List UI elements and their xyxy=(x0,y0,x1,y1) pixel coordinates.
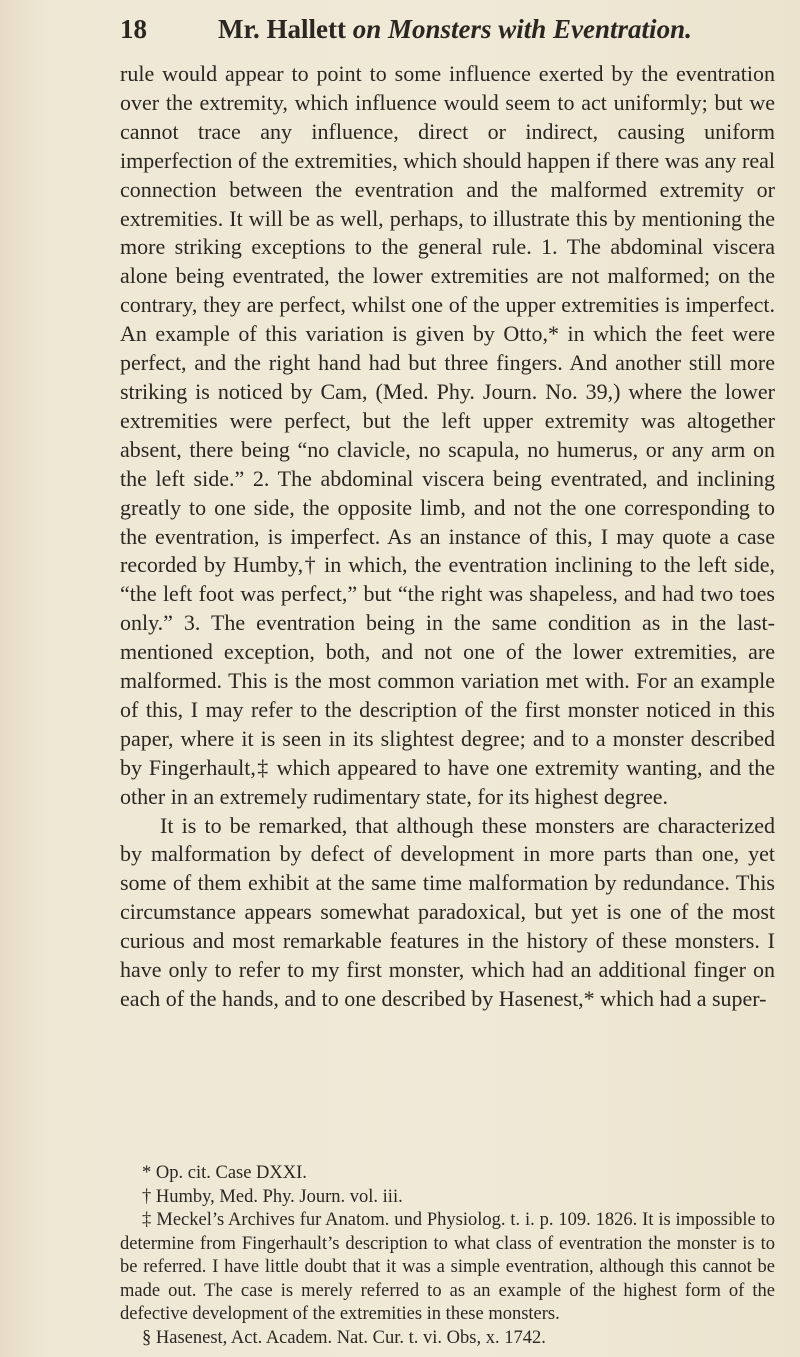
body-text xyxy=(120,60,775,1014)
running-head xyxy=(218,14,692,45)
running-head-title: Monsters with Eventration. xyxy=(388,14,692,44)
footnote: ‡ Meckel’s Archives fur Anatom. und Physiolog. t. i. p. 109. 1826. It is impossible to determine from Fingerhault’s description to what class of eventration the monster is to be referred. I have little doubt that it was a simple eventration, although this cannot be made out. The case is merely referred to as an example of the highest form of the defective development of the extremities in these monsters. xyxy=(120,1210,775,1324)
footnote: § Hasenest, Act. Academ. Nat. Cur. t. vi. Obs, x. 1742. xyxy=(142,1327,546,1348)
footnote: * Op. cit. Case DXXI. xyxy=(142,1163,307,1183)
running-head-author: Mr. Hallett xyxy=(218,14,346,44)
footnote: † Humby, Med. Phy. Journ. vol. iii. xyxy=(142,1186,403,1207)
paragraph: It is to be remarked, that although these monsters are characterized by malformation by defect of development in more parts than one, yet some of them exhibit at the same time malformation by redundance. This circumstance appears somewhat paradoxical, but yet is one of the most curious and most remarkable features in the history of these monsters. I have only to refer to my first monster, which had an additional finger on each of the hands, and to one described by Hasenest,* which had a super- xyxy=(120,812,775,1011)
running-head-connector: on xyxy=(352,14,382,44)
page-header xyxy=(118,14,778,54)
footnotes xyxy=(120,1162,775,1350)
page-number: 18 xyxy=(120,14,147,44)
paragraph: rule would appear to point to some influence exerted by the eventration over the extremity, which influence would seem to act uniformly; but we cannot trace any influence, direct or indirect, causing uniform imperfection of the extremities, which should happen if there was any real connection between the eventration and the malformed extremity or extremities. It will be as well, perhaps, to illustrate this by mentioning the more striking exceptions to the general rule. 1. The abdominal viscera alone being eventrated, the lower extremities are not malformed; on the contrary, they are perfect, whilst one of the upper extremities is imperfect. An example of this variation is given by Otto,* in which the feet were perfect, and the right hand had but three fingers. And another still more striking is noticed by Cam, (Med. Phy. Journ. No. 39,) where the lower extremities were perfect, but the left upper extremity was altogether absent, there being “no clavicle, no scapula, no humerus, or any arm on the left side.” 2. The abdominal viscera being eventrated, and inclining greatly to one side, the opposite limb, and not the one corresponding to the eventration, is imperfect. As an instance of this, I may quote a case recorded by Humby,† in which, the eventration inclining to the left side, “the left foot was perfect,” but “the right was shapeless, and had two toes only.” 3. The eventration being in the same condition as in the last-mentioned exception, both, and not one of the lower extremities, are malformed. This is the most common variation met with. For an example of this, I may refer to the description of the first monster noticed in this paper, where it is seen in its slightest degree; and to a monster described by Fingerhault,‡ which appeared to have one extremity wanting, and the other in an extremely rudimentary state, for its highest degree. xyxy=(120,61,775,809)
